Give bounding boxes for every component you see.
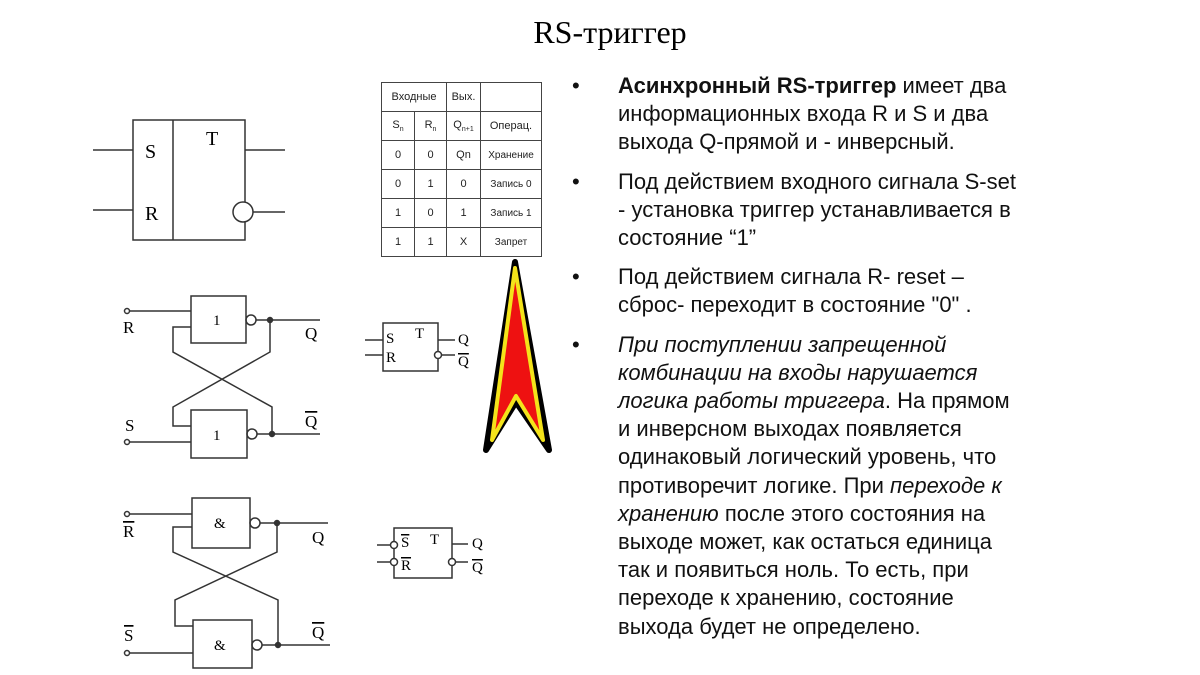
- table-cell: Запись 0: [481, 170, 542, 199]
- output-q-bar-label: Q: [305, 412, 318, 431]
- bullet-line: [618, 415, 1192, 443]
- gate-label: &: [214, 638, 226, 654]
- text-segment: выхода будет не определено.: [618, 613, 921, 639]
- bullet-line: [618, 331, 1192, 359]
- input-r-bar-label: R: [123, 522, 135, 541]
- nand-rs-latch-circuit: [123, 498, 330, 668]
- bullet-icon: •: [572, 168, 580, 194]
- table-cell: Запрет: [481, 228, 542, 257]
- trigger-t-label: T: [206, 128, 219, 150]
- text-segment: переходе к хранению, состояние: [618, 585, 954, 611]
- table-cell: Qn: [447, 141, 481, 170]
- table-cell: 0: [382, 170, 415, 199]
- bullet-line: [618, 128, 1192, 156]
- bullet-line: [618, 584, 1192, 612]
- bullet-line: [618, 613, 1192, 641]
- text-segment: выхода Q-прямой и - инверсный.: [618, 129, 955, 155]
- text-segment: переходе к: [890, 472, 1002, 498]
- bullet-line: [618, 100, 1192, 128]
- text-segment: выходе может, как остаться единица: [618, 529, 992, 555]
- bullet-line: [618, 263, 1192, 291]
- input-r-label: R: [145, 203, 159, 225]
- table-row: [382, 170, 542, 199]
- input-r-label: R: [386, 350, 397, 366]
- input-s-label: S: [145, 141, 157, 163]
- text-segment: после этого состояния на: [718, 500, 986, 526]
- gate-label: &: [214, 516, 226, 532]
- text-segment: противоречит логике. При: [618, 472, 891, 498]
- table-cell: 0: [415, 199, 447, 228]
- table-cell: 0: [447, 170, 481, 199]
- output-q-label: Q: [472, 536, 483, 552]
- bullet-line: [618, 528, 1192, 556]
- table-row: [382, 199, 542, 228]
- trigger-t-label: T: [415, 326, 425, 342]
- nor-rs-latch-circuit: [123, 296, 320, 458]
- bullet-line: [618, 291, 1192, 319]
- header-empty: [481, 83, 542, 112]
- input-r-bar-label: R: [401, 558, 412, 574]
- bullet-line: [618, 196, 1192, 224]
- truth-table: [381, 82, 542, 257]
- text-segment: комбинации на входы нарушается: [618, 359, 978, 385]
- text-segment: и инверсном выходах появляется: [618, 416, 962, 442]
- table-cell: 1: [382, 228, 415, 257]
- header-s: $S_n$: [382, 112, 415, 141]
- input-s-label: S: [125, 416, 135, 435]
- table-cell: Запись 1: [481, 199, 542, 228]
- table-cell: X: [447, 228, 481, 257]
- text-segment: Под действием входного сигнала S-set: [618, 168, 1016, 194]
- trigger-t-label: T: [430, 532, 440, 548]
- text-segment: одинаковый логический уровень, что: [618, 444, 997, 470]
- bullet-line: [618, 359, 1192, 387]
- bullet-icon: •: [572, 73, 580, 98]
- table-cell: 1: [447, 199, 481, 228]
- output-q-label: Q: [305, 324, 318, 343]
- text-segment: имеет два: [896, 73, 1007, 98]
- output-q-bar-label: Q: [312, 623, 325, 642]
- bullet-icon: •: [572, 264, 580, 290]
- input-r-label: R: [123, 318, 135, 337]
- bullet-line: [618, 387, 1192, 415]
- gate-label: 1: [213, 428, 221, 444]
- header-operation: Операц.: [481, 112, 542, 141]
- output-q-label: Q: [458, 332, 469, 348]
- header-inputs: Входные: [382, 83, 447, 112]
- bullet-item: [572, 168, 1192, 253]
- table-cell: 1: [415, 228, 447, 257]
- header-r: $R_n$: [415, 112, 447, 141]
- bullet-list: [572, 72, 1192, 652]
- bullet-line: [618, 168, 1192, 196]
- bullet-line: [618, 72, 1192, 100]
- text-segment: состояние “1”: [618, 225, 757, 251]
- bullet-line: [618, 556, 1192, 584]
- text-segment: сброс- переходит в состояние "0" .: [618, 292, 972, 318]
- input-s-bar-label: S: [124, 626, 134, 645]
- text-segment: При поступлении запрещенной: [618, 331, 947, 357]
- bullet-line: [618, 224, 1192, 252]
- text-segment: - установка триггер устанавливается в: [618, 196, 1011, 222]
- text-segment: Под действием сигнала R- reset –: [618, 264, 964, 290]
- text-segment: хранению: [618, 500, 719, 526]
- table-cell: 0: [415, 141, 447, 170]
- up-arrow-icon: [486, 262, 549, 450]
- table-row: [382, 141, 542, 170]
- text-segment: логика работы триггера: [618, 388, 885, 414]
- text-segment: . На прямом: [884, 388, 1010, 414]
- bullet-line: [618, 472, 1192, 500]
- table-row: [382, 228, 542, 257]
- bullet-item: [572, 331, 1192, 641]
- slide-title: RS-триггер: [533, 14, 687, 50]
- output-q-bar-label: Q: [458, 354, 469, 370]
- text-segment: Асинхронный RS-триггер: [618, 73, 897, 98]
- input-s-bar-label: S: [401, 535, 410, 551]
- bullet-line: [618, 500, 1192, 528]
- input-s-label: S: [386, 331, 395, 347]
- header-output: Вых.: [447, 83, 481, 112]
- table-cell: 0: [382, 141, 415, 170]
- output-q-bar-label: Q: [472, 560, 483, 576]
- table-cell: 1: [382, 199, 415, 228]
- text-segment: информационных входа R и S и два: [618, 101, 989, 127]
- output-q-label: Q: [312, 528, 325, 547]
- gate-label: 1: [213, 313, 221, 329]
- bullet-item: [572, 72, 1192, 157]
- rs-trigger-symbol-large: [93, 120, 285, 240]
- table-cell: Хранение: [481, 141, 542, 170]
- bullet-item: [572, 263, 1192, 319]
- rs-trigger-symbol-small: [365, 323, 469, 371]
- text-segment: так и появиться ноль. То есть, при: [618, 557, 969, 583]
- header-q: $Q_{n+1}$: [447, 112, 481, 141]
- rs-trigger-inverse-symbol-small: [377, 528, 483, 578]
- bullet-line: [618, 443, 1192, 471]
- table-cell: 1: [415, 170, 447, 199]
- bullet-icon: •: [572, 331, 580, 357]
